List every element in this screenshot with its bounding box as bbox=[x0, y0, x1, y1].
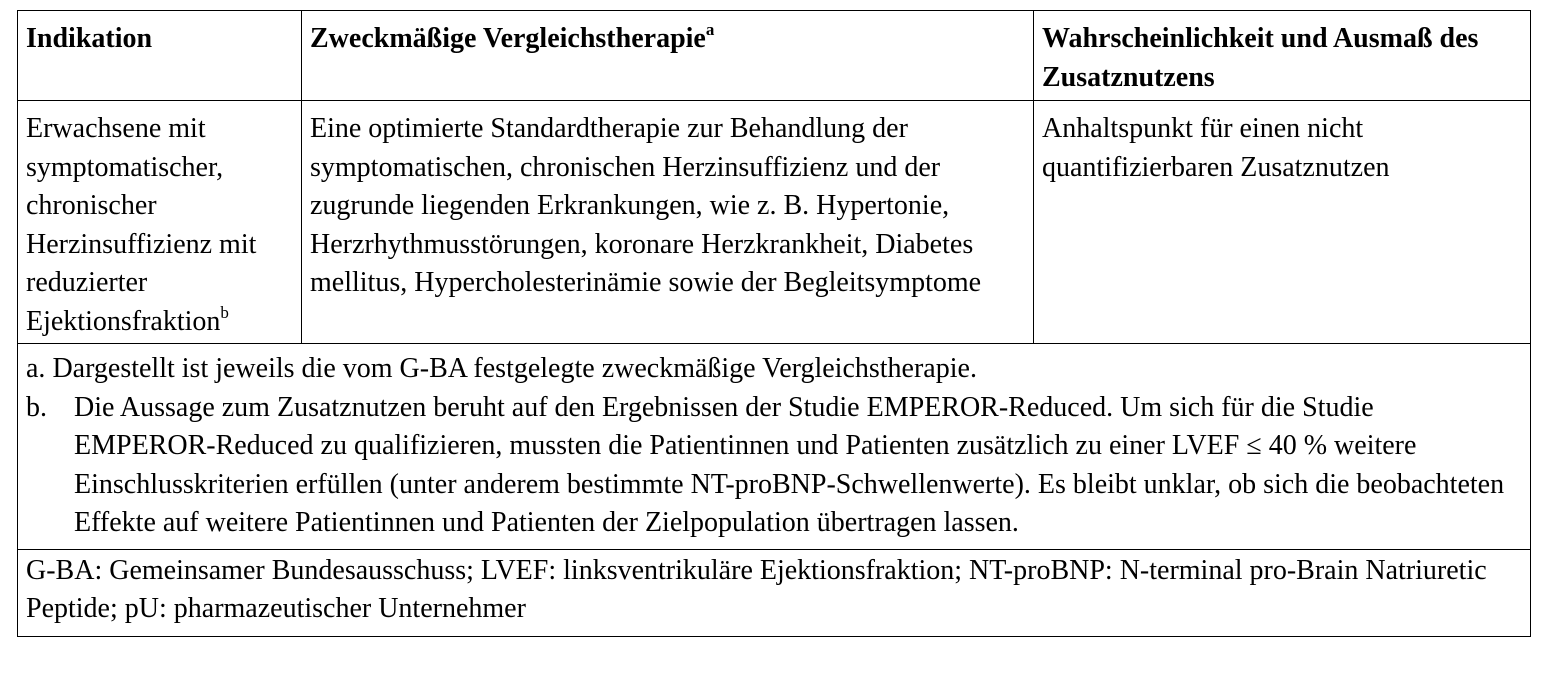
abbreviations-cell bbox=[18, 549, 1531, 636]
footnotes-row bbox=[18, 344, 1531, 550]
cell-vergleichstherapie bbox=[302, 101, 1034, 344]
table-header-row bbox=[18, 11, 1531, 101]
abbreviations-text: G-BA: Gemeinsamer Bundesausschuss; LVEF: linksventrikuläre Ejektionsfraktion; NT-proBNP: N-terminal pro-Brain Natriuretic Peptide; pU: pharmazeutischer Unternehmer bbox=[26, 554, 1487, 624]
footnote-b-label: b. bbox=[26, 391, 47, 423]
header-indikation-text: Indikation bbox=[26, 23, 153, 54]
footnotes-cell bbox=[18, 344, 1531, 550]
cropped-text-fragment bbox=[30, 0, 37, 8]
cell-indikation-text: Erwachsene mit symptomatischer, chronischer Herzinsuffizienz mit reduzierter Ejektionsfraktion bbox=[26, 113, 257, 337]
cell-vergleichstherapie-text: Eine optimierte Standardtherapie zur Behandlung der symptomatischen, chronischen Herzinsuffizienz und der zugrunde liegenden Erkrankungen, wie z. B. Hypertonie, Herzrhythmusstörungen, koronare Herzkrankheit, Diabetes mellitus, Hypercholesterinämie sowie der Begleitsymptome bbox=[310, 113, 982, 298]
footnote-a bbox=[26, 350, 1522, 389]
footnote-b bbox=[26, 389, 1522, 543]
footnote-marker-b: b bbox=[220, 302, 229, 322]
cell-zusatznutzen bbox=[1034, 101, 1531, 344]
abbreviations-row bbox=[18, 549, 1531, 636]
zusatznutzen-table bbox=[17, 10, 1531, 637]
footnote-b-text: Die Aussage zum Zusatznutzen beruht auf den Ergebnissen der Studie EMPEROR-Reduced. Um sich für die Studie EMPEROR-Reduced zu qualifizieren, mussten die Patientinnen und Patienten zusätzlich zu einer LVEF ≤ 40 % weitere Einschlusskriterien erfüllen (unter anderem bestimmte NT-proBNP-Schwellenwerte). Es bleibt unklar, ob sich die beobachteten Effekte auf weitere Patientinnen und Patienten der Zielpopulation übertragen lassen. bbox=[74, 391, 1505, 538]
footnote-marker-a: a bbox=[705, 20, 715, 39]
cropped-previous-text bbox=[0, 0, 1550, 8]
footnote-a-text: Dargestellt ist jeweils die vom G-BA festgelegte zweckmäßige Vergleichstherapie. bbox=[52, 353, 977, 384]
header-vergleichstherapie-text: Zweckmäßige Vergleichstherapie bbox=[310, 23, 706, 54]
footnote-a-label: a. bbox=[26, 353, 46, 384]
cell-indikation bbox=[18, 101, 302, 344]
header-vergleichstherapie bbox=[302, 11, 1034, 101]
cell-zusatznutzen-text: Anhaltspunkt für einen nicht quantifizierbaren Zusatznutzen bbox=[1042, 113, 1390, 183]
header-indikation bbox=[18, 11, 302, 101]
header-zusatznutzen-text: Wahrscheinlichkeit und Ausmaß des Zusatznutzens bbox=[1042, 23, 1479, 93]
header-zusatznutzen bbox=[1034, 11, 1531, 101]
table-row bbox=[18, 101, 1531, 344]
